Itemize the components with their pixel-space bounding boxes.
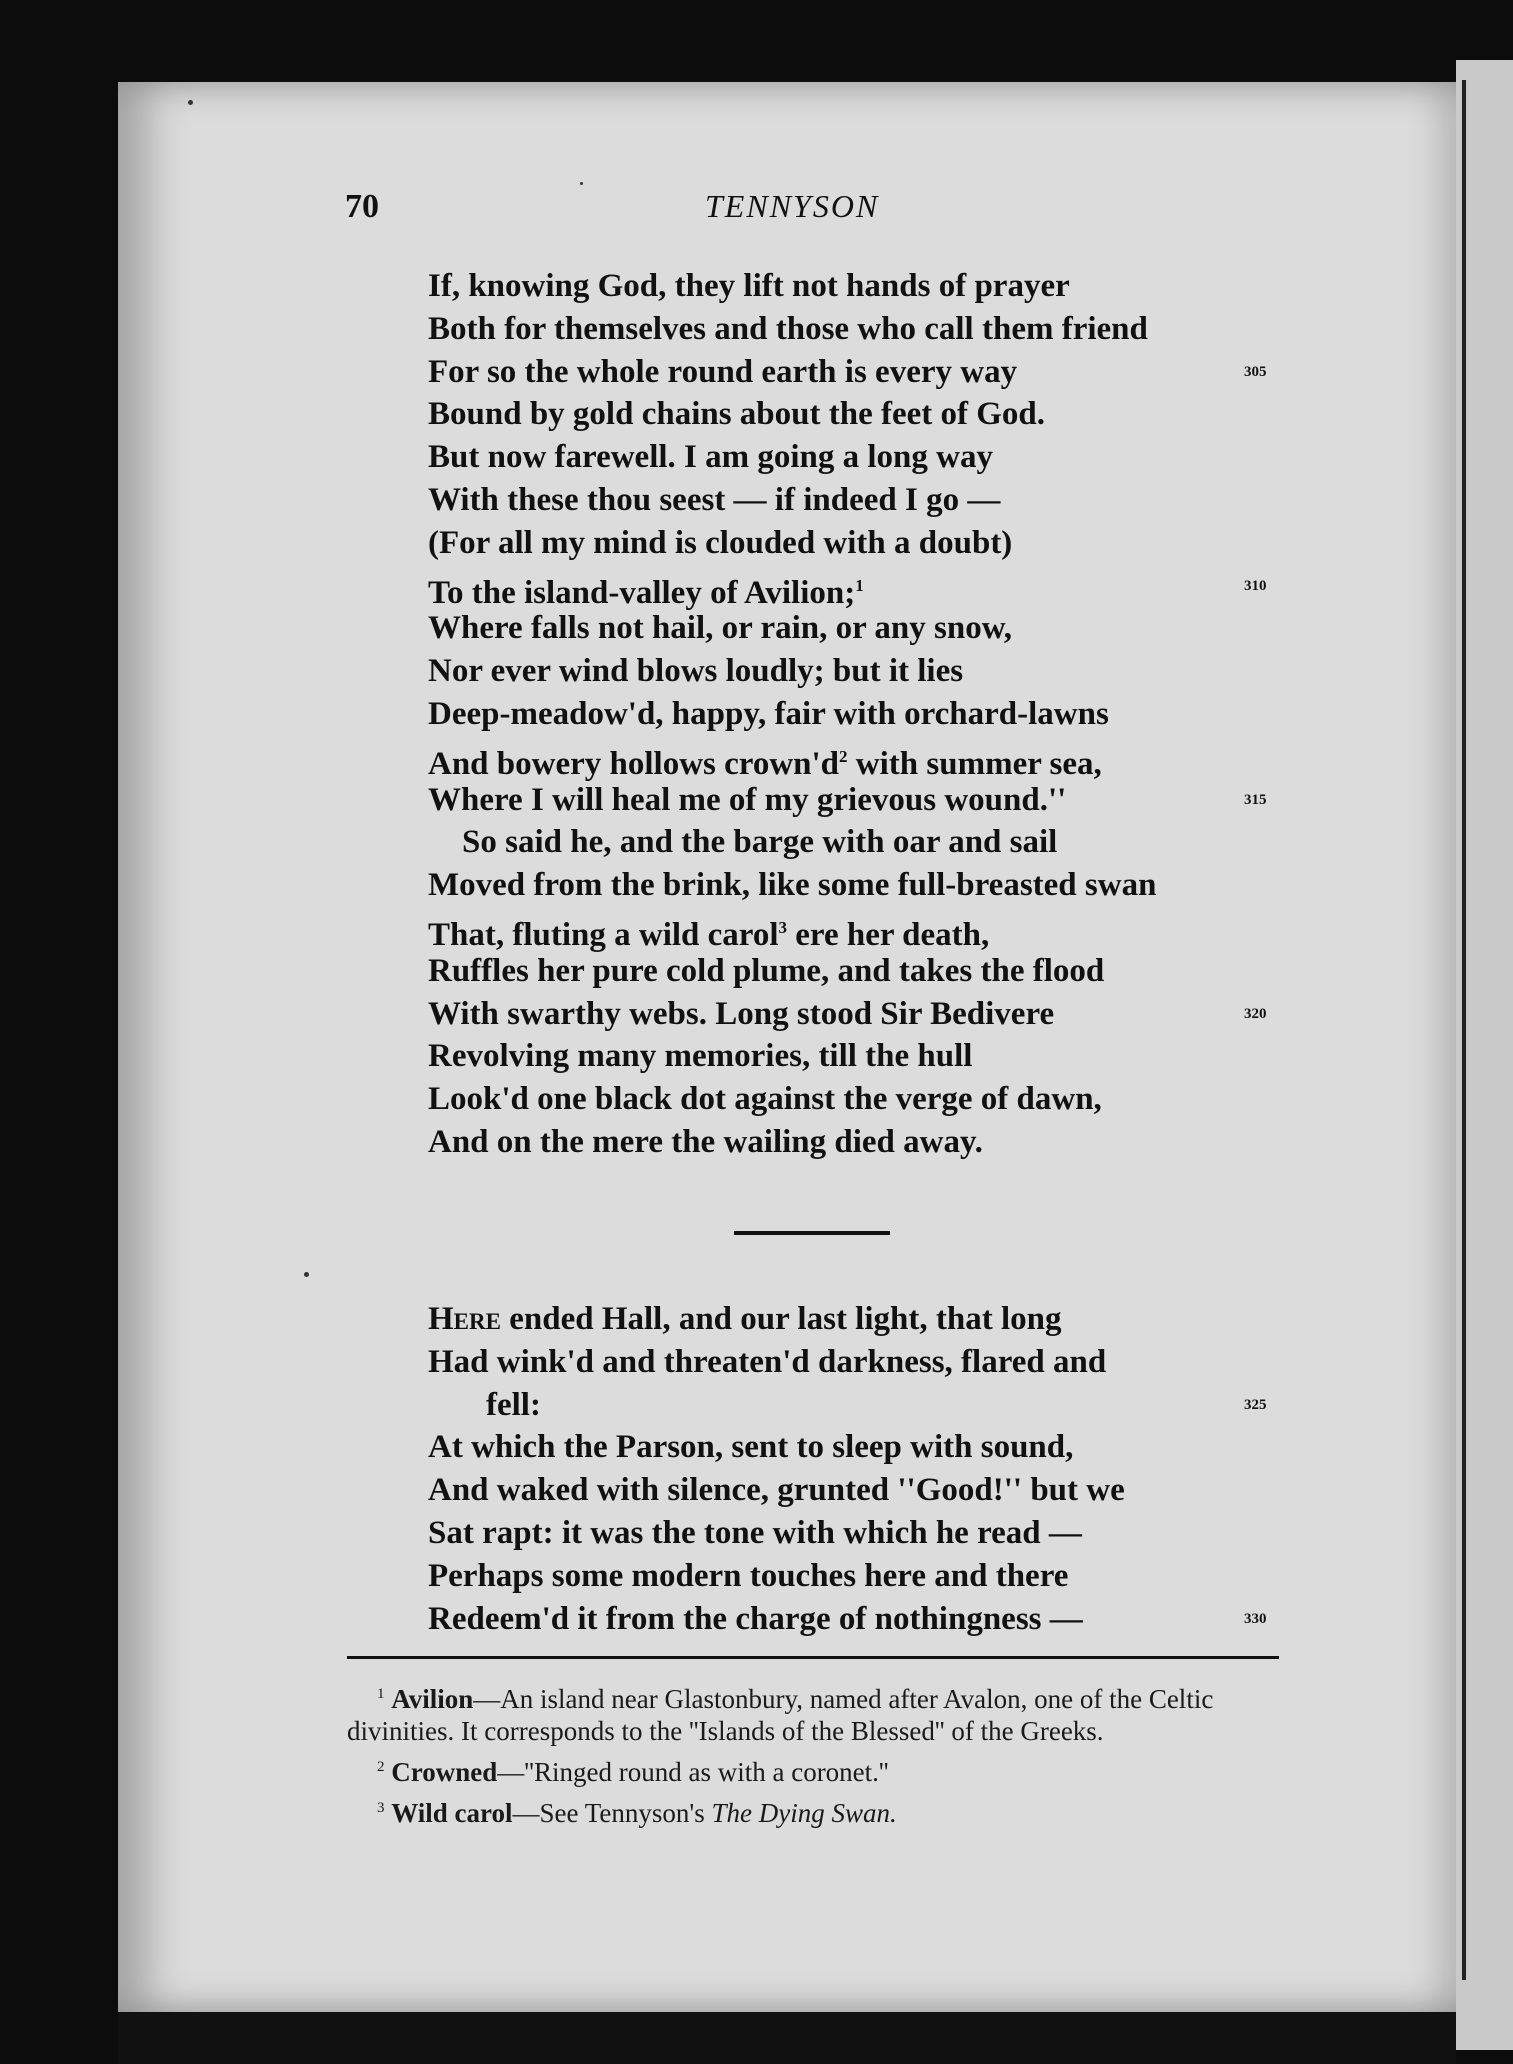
line-text: At which the Parson, sent to sleep with sound, — [428, 1429, 1074, 1466]
poem-line — [428, 265, 1288, 308]
facing-page-edge — [1456, 60, 1513, 2050]
line-text: With these thou seest — if indeed I go — — [428, 481, 1001, 518]
poem-line — [428, 1298, 1288, 1341]
line-text: Sat rapt: it was the tone with which he read — — [428, 1514, 1082, 1551]
footnote-text: —''Ringed round as with a coronet.'' — [497, 1757, 889, 1787]
line-text: If, knowing God, they lift not hands of prayer — [428, 268, 1070, 304]
footnote-rule — [347, 1656, 1279, 1659]
line-text: Bound by gold chains about the feet of God. — [428, 396, 1046, 433]
line-text: Revolving many memories, till the hull — [428, 1038, 973, 1075]
poem-line — [428, 1035, 1288, 1078]
poem-line — [428, 1078, 1288, 1121]
poem-line — [428, 351, 1288, 394]
line-number: 315 — [1244, 791, 1267, 808]
small-caps-word: Here — [428, 1301, 501, 1337]
line-text: ended Hall, and our last light, that long — [500, 1301, 1062, 1337]
footnote-text: —An island near Glastonbury, named after Avalon, one of the Celtic divinities. It corresponds to the ''Islands of the Blessed'' of the Greeks. — [347, 1684, 1214, 1746]
line-text: That, fluting a wild carol — [428, 916, 779, 953]
poem-block-2 — [428, 1298, 1288, 1640]
line-number: 325 — [1244, 1396, 1267, 1413]
poem-line — [428, 821, 1288, 864]
footnote-number: 2 — [377, 1759, 385, 1775]
page-gutter-line — [1462, 80, 1466, 1980]
scan-speck — [188, 100, 193, 105]
poem-line — [428, 479, 1288, 522]
poem-line — [428, 436, 1288, 479]
poem-line — [428, 907, 1288, 953]
line-text: For so the whole round earth is every way — [428, 353, 1018, 390]
footnote-number: 3 — [377, 1800, 385, 1816]
poem-line — [428, 993, 1288, 1036]
footnote-marker: 3 — [778, 917, 788, 937]
line-text: Perhaps some modern touches here and there — [428, 1557, 1069, 1594]
footnotes — [347, 1678, 1282, 1833]
line-text: Deep-meadow'd, happy, fair with orchard-lawns — [428, 695, 1109, 732]
line-text: fell: — [486, 1386, 541, 1423]
footnote-title: The Dying Swan. — [711, 1798, 897, 1828]
line-text: Redeem'd it from the charge of nothingness — — [428, 1600, 1083, 1637]
poem-line — [428, 308, 1288, 351]
section-divider — [734, 1231, 890, 1235]
poem-line — [428, 1598, 1288, 1641]
poem-line — [428, 1384, 1288, 1427]
footnote-term: Avilion — [391, 1684, 474, 1714]
poem-line — [428, 864, 1288, 907]
poem-line — [428, 1512, 1288, 1555]
line-number: 320 — [1244, 1005, 1267, 1022]
line-text: Where I will heal me of my grievous wound.'' — [428, 781, 1067, 818]
poem-line — [428, 779, 1288, 822]
line-text: So said he, and the barge with oar and sail — [462, 824, 1058, 861]
running-head — [0, 188, 1513, 238]
line-text: Ruffles her pure cold plume, and takes the flood — [428, 952, 1105, 989]
footnote-term: Crowned — [391, 1757, 498, 1787]
footnote-marker: 2 — [839, 746, 848, 766]
scan-speck — [304, 1272, 309, 1277]
scan-speck — [580, 182, 583, 185]
poem-line — [428, 650, 1288, 693]
line-text: ere her death, — [787, 916, 990, 953]
poem-line — [428, 1426, 1288, 1469]
page-number: 70 — [345, 188, 379, 225]
poem-line — [428, 1121, 1288, 1164]
line-text: With swarthy webs. Long stood Sir Bedivere — [428, 995, 1055, 1032]
poem-line — [428, 736, 1288, 782]
scan-bottom-edge — [118, 2012, 1456, 2064]
line-text: Both for themselves and those who call them friend — [428, 310, 1148, 347]
line-text: To the island-valley of Avilion; — [428, 574, 856, 611]
line-text: (For all my mind is clouded with a doubt) — [428, 524, 1013, 561]
poem-block-1 — [428, 265, 1288, 1164]
footnote — [347, 1792, 1282, 1829]
poem-line — [428, 1555, 1288, 1598]
line-text: Moved from the brink, like some full-breasted swan — [428, 867, 1157, 904]
line-text: And bowery hollows crown'd — [428, 745, 840, 782]
footnote-term: Wild carol — [391, 1798, 513, 1828]
line-text: But now farewell. I am going a long way — [428, 439, 993, 476]
footnote-number: 1 — [377, 1686, 385, 1702]
line-text: Had wink'd and threaten'd darkness, flared and — [428, 1343, 1107, 1380]
poem-line — [428, 1469, 1288, 1512]
line-number: 305 — [1244, 363, 1267, 380]
line-number: 330 — [1244, 1610, 1267, 1627]
poem-line — [428, 693, 1288, 736]
footnote — [347, 1678, 1282, 1747]
line-text: with summer sea, — [847, 745, 1102, 782]
poem-line — [428, 393, 1288, 436]
line-text: Look'd one black dot against the verge of dawn, — [428, 1081, 1102, 1118]
line-text: And on the mere the wailing died away. — [428, 1123, 983, 1160]
running-title: TENNYSON — [705, 188, 880, 224]
poem-line — [428, 607, 1288, 650]
line-number: 310 — [1244, 577, 1267, 594]
line-text: Nor ever wind blows loudly; but it lies — [428, 653, 964, 690]
footnote — [347, 1751, 1282, 1788]
footnote-text: —See Tennyson's — [512, 1798, 712, 1828]
line-text: And waked with silence, grunted ''Good!'' but we — [428, 1472, 1125, 1509]
poem-line — [428, 950, 1288, 993]
poem-line — [428, 522, 1288, 565]
footnote-marker: 1 — [855, 575, 864, 595]
poem-line — [428, 565, 1288, 611]
line-text: Where falls not hail, or rain, or any snow, — [428, 610, 1012, 647]
poem-line — [428, 1341, 1288, 1384]
